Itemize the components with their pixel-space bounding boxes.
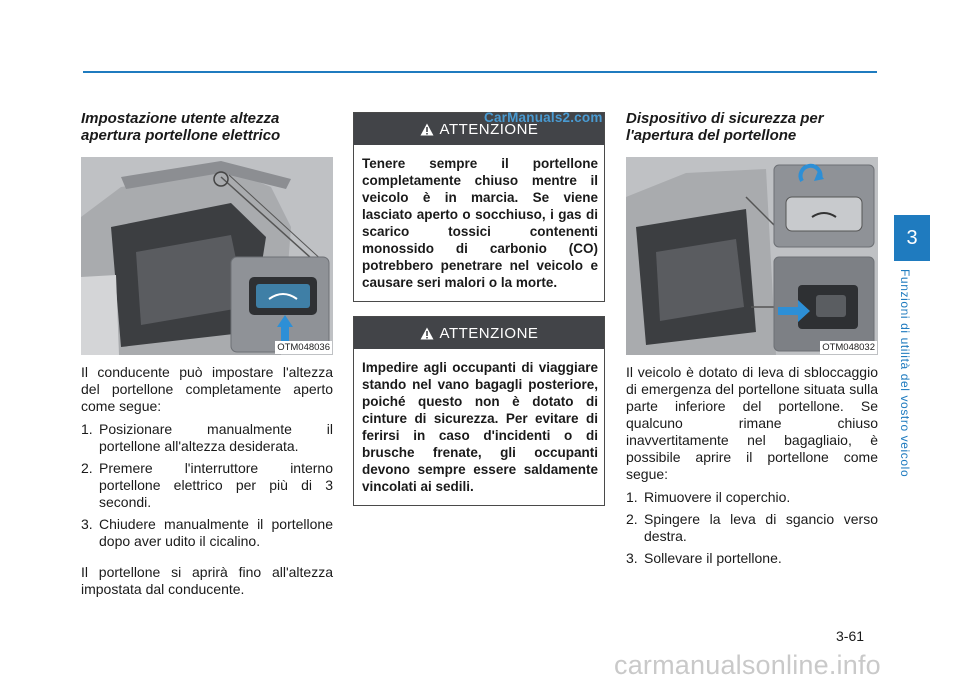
intro-text: Il veicolo è dotato di leva di sbloccaggio di emergenza del portellone situata sulla parte inferiore del portellone. Se qualcuno rimane chiuso inavvertitamente nel bagagliaio, è possibile aprire il portellone come segue: [626,364,878,482]
warning-box [353,112,605,302]
step-text: Rimuovere il coperchio. [644,489,791,505]
photo-code: OTM048036 [277,342,330,353]
warning-title: ATTENZIONE [439,324,539,342]
list-item [81,421,333,455]
list-item [626,511,878,545]
step-text: Sollevare il portellone. [644,550,782,566]
section-heading-safety-device: Dispositivo di sicurezza per l'apertura del portellone [626,110,824,144]
photo-code: OTM048032 [822,342,875,353]
steps-list [81,421,333,550]
watermark-logo: CarManuals2.com [484,110,603,125]
step-number: 1. [81,421,93,437]
page-number: 3-61 [836,628,865,644]
list-item [81,460,333,511]
warning-header [354,317,604,349]
chapter-number-tab: 3 [894,215,930,261]
list-item [81,516,333,550]
chapter-title-vertical: Funzioni di utilità del vostro veicolo [898,269,912,478]
warning-title: ATTENZIONE [439,120,539,138]
left-column [81,110,333,598]
liftgate-illustration [81,157,333,355]
step-number: 3. [626,550,638,566]
step-text: Posizionare manualmente il portellone all'altezza desiderata. [99,421,333,454]
right-column [626,110,878,572]
header-rule [83,71,877,73]
step-text: Premere l'interruttore interno portellone elettrico per più di 3 secondi. [99,460,333,510]
emergency-release-photo [626,157,878,355]
liftgate-height-photo [81,157,333,355]
intro-text: Il conducente può impostare l'altezza del portellone completamente aperto come segue: [81,364,333,414]
step-number: 1. [626,489,638,505]
steps-list [626,489,878,567]
step-number: 3. [81,516,93,532]
outro-text: Il portellone si aprirà fino all'altezza impostata dal conducente. [81,564,333,597]
step-number: 2. [626,511,638,527]
list-item [626,550,878,567]
warning-text: Impedire agli occupanti di viaggiare stando nel vano bagagli posteriore, poiché questo non è dotato di cinture di sicurezza. Per evitare di ferirsi in caso d'incidenti o di brusche frenate, gli occupanti devono sempre essere saldamente vincolati ai sedili. [362,360,598,494]
footer-watermark: carmanualsonline.info [614,650,881,680]
warning-triangle-icon [420,327,434,340]
warning-text: Tenere sempre il portellone completamente chiuso mentre il veicolo è in marcia. Se viene lasciato aperto o socchiuso, i gas di scarico tossici contenenti monossido di carbonio (CO) potrebbero penetrare nel veicolo e causare seri malori o la morte. [362,156,598,290]
emergency-release-illustration [626,157,878,355]
warning-box [353,316,605,506]
warning-triangle-icon [420,123,434,136]
step-text: Chiudere manualmente il portellone dopo aver udito il cicalino. [99,516,333,549]
step-number: 2. [81,460,93,476]
list-item [626,489,878,506]
middle-column [353,112,605,506]
section-heading-height-setting: Impostazione utente altezza apertura portellone elettrico [81,110,281,144]
step-text: Spingere la leva di sgancio verso destra. [644,511,878,544]
